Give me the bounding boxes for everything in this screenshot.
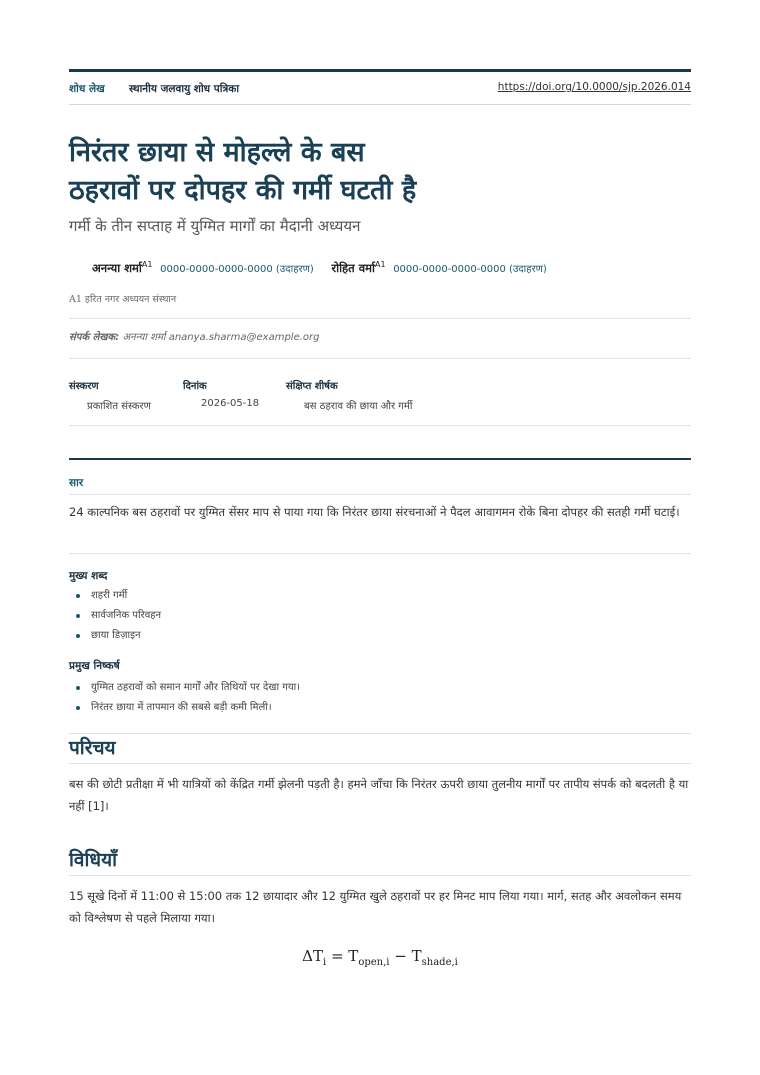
keyword-item: सार्वजनिक परिवहन	[69, 607, 161, 627]
author-name[interactable]: अनन्या शर्मा	[92, 260, 142, 275]
keyword-item: शहरी गर्मी	[69, 587, 161, 607]
meta-value: 2026-05-18	[201, 398, 260, 409]
author-name[interactable]: रोहित वर्मा	[331, 260, 375, 275]
eq-term-open: T	[348, 947, 359, 965]
doi-link[interactable]: https://doi.org/10.0000/sjp.2026.014	[497, 81, 691, 93]
eq-sign: =	[330, 947, 344, 965]
eq-term-shade-sub: shade,i	[421, 957, 458, 968]
meta-label: संक्षिप्त शीर्षक	[286, 381, 338, 392]
meta-date	[183, 378, 259, 409]
contact-text[interactable]: अनन्या शर्मा ananya.sharma@example.org	[122, 332, 320, 343]
finding-item: युग्मित ठहरावों को समान मार्गों और तिथियों पर देखा गया।	[69, 679, 300, 699]
journal-header	[69, 69, 691, 105]
keyword-item: छाया डिज़ाइन	[69, 627, 161, 647]
meta-version	[69, 378, 151, 412]
findings-list	[69, 679, 300, 719]
intro-heading: परिचय	[69, 737, 116, 759]
divider	[69, 763, 691, 764]
meta-short-title	[286, 378, 413, 412]
methods-heading: विधियाँ	[69, 849, 118, 871]
author-orcid[interactable]: 0000-0000-0000-0000 (उदाहरण)	[160, 263, 314, 275]
keywords-heading: मुख्य शब्द	[69, 570, 108, 582]
author-affiliation-mark: A1	[141, 260, 153, 269]
finding-item: निरंतर छाया में तापमान की सबसे बड़ी कमी मिली।	[69, 699, 300, 719]
eq-minus: −	[394, 947, 407, 965]
eq-lhs-sub: i	[322, 957, 327, 968]
author-orcid[interactable]: 0000-0000-0000-0000 (उदाहरण)	[393, 263, 547, 275]
divider	[69, 553, 691, 554]
divider	[69, 425, 691, 426]
abstract-top-rule	[69, 458, 691, 460]
author	[92, 260, 314, 276]
findings-heading: प्रमुख निष्कर्ष	[69, 660, 120, 672]
author-affiliation-mark: A1	[374, 260, 386, 269]
abstract-heading: सार	[69, 477, 84, 489]
title-line-2: ठहरावों पर दोपहर की गर्मी घटती है	[69, 175, 417, 206]
journal-name: स्थानीय जलवायु शोध पत्रिका	[129, 83, 240, 95]
abstract-text: 24 काल्पनिक बस ठहरावों पर युग्मित सेंसर माप से पाया गया कि निरंतर छाया संरचनाओं ने पैदल आवागमन रोके बिना दोपहर की सतही गर्मी घटाई।	[69, 505, 680, 519]
keywords-list	[69, 587, 161, 647]
meta-value: प्रकाशित संस्करण	[87, 401, 151, 412]
article-subtitle: गर्मी के तीन सप्ताह में युग्मित मार्गों का मैदानी अध्ययन	[69, 217, 361, 235]
affiliation: A1 हरित नगर अध्ययन संस्थान	[69, 294, 177, 305]
meta-value: बस ठहराव की छाया और गर्मी	[304, 401, 413, 412]
article-title	[69, 134, 689, 210]
title-line-1: निरंतर छाया से मोहल्ले के बस	[69, 137, 365, 168]
eq-term-shade: T	[411, 947, 422, 965]
methods-paragraph: 15 सूखे दिनों में 11:00 से 15:00 तक 12 छायादार और 12 युग्मित खुले ठहरावों पर हर मिनट माप लिया गया। मार्ग, सतह और अवलोकन समय को विश्लेषण से पहले मिलाया गया।	[69, 889, 682, 925]
intro-paragraph: बस की छोटी प्रतीक्षा में भी यात्रियों को केंद्रित गर्मी झेलनी पड़ती है। हमने जाँचा कि निरंतर ऊपरी छाया तुलनीय मार्गों पर तापीय संपर्क को बदलती है या नहीं [1]।	[69, 777, 689, 813]
contact-label: संपर्क लेखक:	[69, 332, 120, 343]
meta-label: दिनांक	[183, 381, 207, 392]
divider	[69, 494, 691, 495]
divider	[69, 875, 691, 876]
divider	[69, 358, 691, 359]
divider	[69, 318, 691, 319]
eq-lhs: ΔT	[302, 947, 323, 965]
corresponding-author	[69, 329, 319, 343]
eq-term-open-sub: open,i	[358, 957, 390, 968]
divider	[69, 733, 691, 734]
equation	[0, 947, 760, 968]
article-type: शोध लेख	[69, 83, 105, 95]
meta-label: संस्करण	[69, 381, 99, 392]
author	[331, 260, 546, 276]
author-list	[92, 260, 561, 276]
